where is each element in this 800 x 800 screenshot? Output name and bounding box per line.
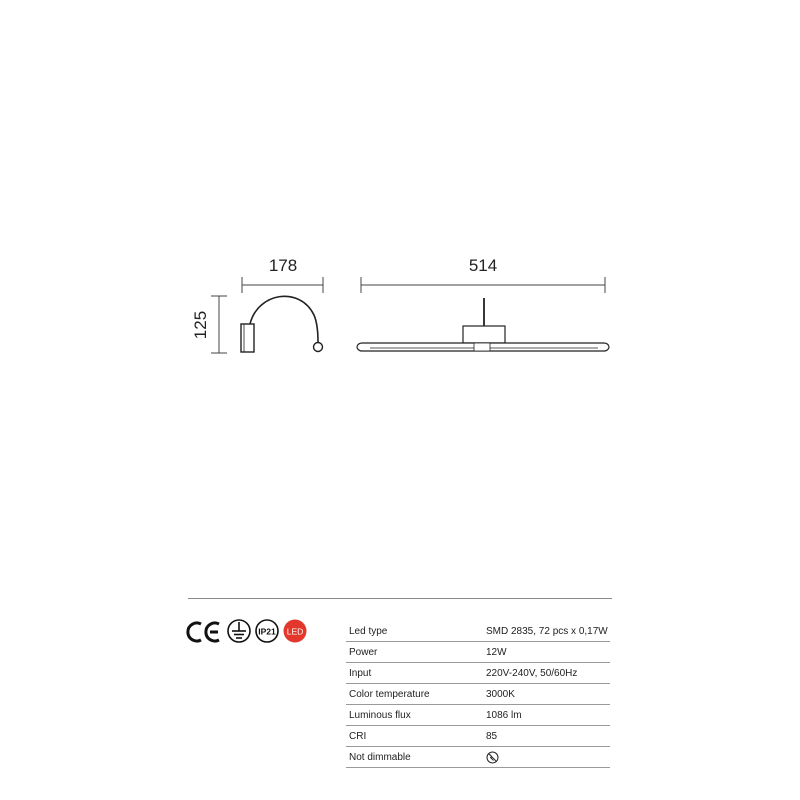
table-row — [346, 705, 610, 726]
spec-value — [483, 747, 610, 768]
spec-label: Input — [346, 663, 483, 684]
spec-label: Not dimmable — [346, 747, 483, 768]
spec-value: 85 — [483, 726, 610, 747]
table-row — [346, 726, 610, 747]
front-width-dimension — [361, 277, 605, 293]
spec-label: Luminous flux — [346, 705, 483, 726]
side-width-dimension — [242, 277, 323, 293]
table-row — [346, 747, 610, 768]
spec-label: Color temperature — [346, 684, 483, 705]
table-row — [346, 621, 610, 642]
front-width-label: 514 — [468, 256, 498, 275]
spec-label: Led type — [346, 621, 483, 642]
spec-value: SMD 2835, 72 pcs x 0,17W — [483, 621, 610, 642]
spec-value: 220V-240V, 50/60Hz — [483, 663, 610, 684]
ce-mark-icon — [186, 616, 226, 646]
spec-value: 12W — [483, 642, 610, 663]
spec-label: Power — [346, 642, 483, 663]
not-dimmable-icon — [486, 751, 499, 764]
lamp-front-view — [357, 298, 609, 351]
led-label: LED — [286, 626, 304, 637]
ip-rating-icon — [254, 616, 282, 646]
table-row — [346, 642, 610, 663]
ip-rating-label: IP21 — [258, 626, 276, 637]
side-height-label: 125 — [191, 310, 210, 340]
spec-label: CRI — [346, 726, 483, 747]
spec-table — [346, 621, 610, 768]
certification-icons — [186, 616, 326, 646]
side-width-label: 178 — [268, 256, 298, 275]
lamp-side-view — [241, 296, 323, 352]
table-row — [346, 684, 610, 705]
table-row — [346, 663, 610, 684]
spec-value: 1086 lm — [483, 705, 610, 726]
side-height-dimension — [211, 296, 227, 353]
led-icon — [282, 616, 310, 646]
section-divider — [188, 598, 612, 599]
spec-value: 3000K — [483, 684, 610, 705]
ground-icon — [226, 616, 254, 646]
